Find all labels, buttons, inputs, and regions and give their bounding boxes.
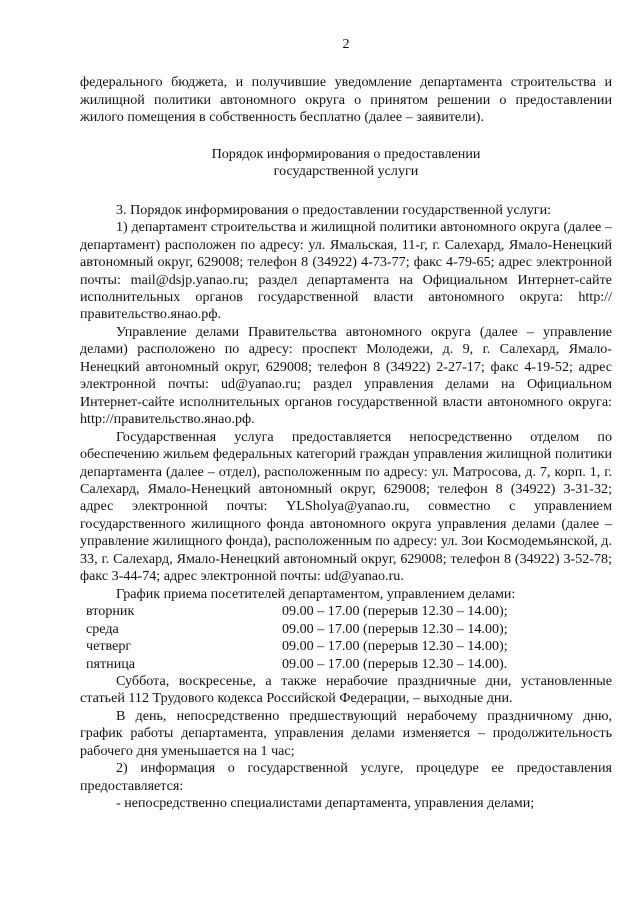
paragraph-pre-holiday: В день, непосредственно предшествующий нерабочему праздничному дню, график работы департамента, управления делами изменяется – продолжительность рабочего дня уменьшается на 1 час; (80, 707, 612, 759)
schedule-row (80, 603, 508, 620)
section-heading (80, 146, 612, 181)
schedule-row (80, 638, 508, 655)
schedule-day: среда (86, 620, 119, 637)
paragraph-3-1-department: 1) департамент строительства и жилищной политики автономного округа (далее – департамент) расположен по адресу: ул. Ямальская, 11-г, г. Салехард, Ямало-Ненецкий автономный округ, 629008; телефон 8 (34922) 4-73-77; факс 4-79-65; адрес электронной почты: mail@dsjp.yanao.ru; раздел департамента на Официальном Интернет-сайте исполнительных органов государственной власти автономного округа: http://правительство.янао.рф. (80, 219, 612, 323)
schedule-row (80, 656, 508, 673)
page-content (80, 36, 612, 813)
reception-schedule-table (80, 603, 508, 673)
bullet-specialists: - непосредственно специалистами департамента, управления делами; (116, 795, 535, 812)
section-heading-line-2: государственной услуги (273, 163, 419, 180)
schedule-hours: 09.00 – 17.00 (перерыв 12.30 – 14.00); (282, 603, 508, 620)
schedule-hours: 09.00 – 17.00 (перерыв 12.30 – 14.00); (282, 620, 508, 637)
schedule-hours: 09.00 – 17.00 (перерыв 12.30 – 14.00). (282, 655, 508, 672)
section-heading-line-1: Порядок информирования о предоставлении (211, 145, 481, 162)
paragraph-management-office: Управление делами Правительства автономного округа (далее – управление делами) расположено по адресу: проспект Молодежи, д. 9, г. Салехард, Ямало-Ненецкий автономный округ, 629008; телефон 8 (34922) 2-27-17; факс 4-19-52; адрес электронной почты: ud@yanao.ru; раздел управления делами на Официальном Интернет-сайте исполнительных органов государственной власти автономного округа: http://правительство.янао.рф. (80, 323, 612, 428)
paragraph-3-2-information: 2) информация о государственной услуге, процедуре ее предоставления предоставляется: (80, 760, 612, 794)
schedule-row (80, 621, 508, 638)
paragraph-weekend-days: Суббота, воскресенье, а также нерабочие праздничные дни, установленные статьей 112 Трудового кодекса Российской Федерации, – выходные дни. (80, 672, 612, 707)
schedule-day: пятница (86, 655, 136, 672)
paragraph-3: 3. Порядок информирования о предоставлении государственной услуги: (116, 201, 552, 218)
intro-paragraph: федерального бюджета, и получившие уведомление департамента строительства и жилищной политики автономного округа о принятом решении о предоставлении жилого помещения в собственность бесплатно (далее – заявители). (80, 74, 612, 126)
paragraph-service-provider: Государственная услуга предоставляется непосредственно отделом по обеспечению жильем федеральных категорий граждан управления жилищной политики департамента (далее – отдел), расположенным по адресу: ул. Матросова, д. 7, корп. 1, г. Салехард, Ямало-Ненецкий автономный округ, 629008; телефон 8 (34922) 3-31-32; адрес электронной почты: YLSholya@yanao.ru, совместно с управлением государственного жилищного фонда автономного округа управления делами (далее – управление жилищного фонда), расположенным по адресу: ул. Зои Космодемьянской, д. 33, г. Салехард, Ямало-Ненецкий автономный округ, 629008; телефон 8 (34922) 3-52-78; факс 3-44-74; адрес электронной почты: ud@yanao.ru. (80, 428, 612, 585)
page-number: 2 (342, 36, 350, 52)
paragraph-schedule-intro: График приема посетителей департаментом, управлением делами: (116, 585, 516, 602)
schedule-hours: 09.00 – 17.00 (перерыв 12.30 – 14.00); (282, 638, 508, 655)
schedule-day: четверг (86, 638, 132, 655)
schedule-day: вторник (86, 603, 135, 620)
